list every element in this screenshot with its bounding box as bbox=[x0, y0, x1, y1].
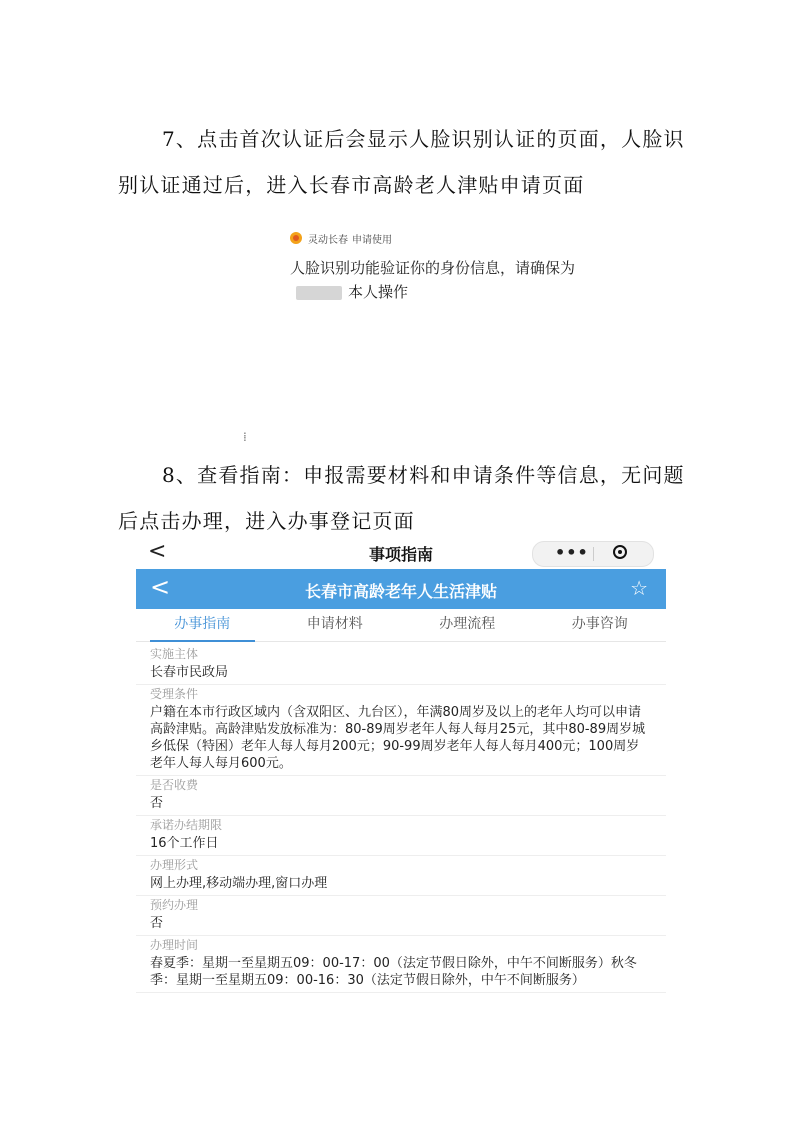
blurred-name bbox=[296, 286, 342, 300]
section-value: 户籍在本市行政区域内（含双阳区、九台区），年满80周岁及以上的老年人均可以申请高龄津贴。高龄津贴发放标准为：80-89周岁老年人每人每月25元，其中80-89周岁城乡低保（特困）老年人每人每月200元；90-99周岁老年人每人每月400元；100周岁老年人每人每月600元。 bbox=[136, 703, 666, 776]
guide-info-list bbox=[136, 645, 666, 993]
section-label: 预约办理 bbox=[150, 898, 199, 912]
tab-process[interactable]: 办理流程 bbox=[439, 616, 496, 632]
step-8-text: 8、查看指南：申报需要材料和申请条件等信息，无问题后点击办理，进入办事登记页面 bbox=[118, 463, 685, 533]
section-label: 办理时间 bbox=[150, 938, 199, 952]
face-verify-title bbox=[290, 256, 580, 304]
capsule-divider bbox=[593, 547, 594, 561]
favorite-star-icon[interactable]: ☆ bbox=[630, 576, 648, 600]
back-icon[interactable]: < bbox=[148, 539, 167, 564]
face-title-before: 人脸识别功能验证你的身份信息，请确保为 bbox=[290, 259, 576, 277]
section-value: 春夏季：星期一至星期五09：00-17：00（法定节假日除外，中午不间断服务）秋冬季：星期一至星期五09：00-16：30（法定节假日除外，中午不间断服务） bbox=[136, 954, 666, 993]
section-label: 办理形式 bbox=[150, 858, 199, 872]
section-value: 16个工作日 bbox=[136, 834, 666, 856]
section-value: 长春市民政局 bbox=[136, 663, 666, 685]
app-request-row bbox=[290, 230, 392, 246]
mini-program-topbar bbox=[136, 537, 666, 569]
tab-materials[interactable]: 申请材料 bbox=[306, 616, 363, 632]
tab-consult[interactable]: 办事咨询 bbox=[571, 616, 628, 632]
topbar-title: 事项指南 bbox=[368, 545, 433, 564]
header-back-icon[interactable]: < bbox=[150, 573, 171, 601]
step-8-paragraph bbox=[118, 452, 688, 544]
section-label: 承诺办结期限 bbox=[150, 818, 223, 832]
section-value: 网上办理,移动端办理,窗口办理 bbox=[136, 874, 666, 896]
app-logo-icon bbox=[290, 232, 302, 244]
guide-screenshot bbox=[136, 537, 666, 1015]
face-recognition-screenshot bbox=[282, 222, 582, 412]
tab-guide[interactable]: 办事指南 bbox=[136, 609, 269, 641]
service-header bbox=[136, 569, 666, 609]
section-value: 否 bbox=[136, 794, 666, 816]
capsule-menu bbox=[532, 541, 654, 567]
drag-handle-icon: ⁞ bbox=[243, 430, 247, 444]
app-action: 申请使用 bbox=[352, 234, 392, 246]
step-7-paragraph bbox=[118, 116, 688, 208]
close-target-icon[interactable] bbox=[613, 545, 627, 559]
section-value: 否 bbox=[136, 914, 666, 936]
section-label: 是否收费 bbox=[150, 778, 199, 792]
guide-tabs bbox=[136, 609, 666, 642]
more-icon[interactable]: ••• bbox=[555, 543, 589, 562]
face-title-after: 本人操作 bbox=[348, 283, 409, 301]
section-label: 实施主体 bbox=[150, 647, 199, 661]
service-title: 长春市高龄老年人生活津贴 bbox=[304, 582, 497, 601]
app-name: 灵动长春 bbox=[308, 234, 348, 246]
section-label: 受理条件 bbox=[150, 687, 199, 701]
step-7-text: 7、点击首次认证后会显示人脸识别认证的页面，人脸识别认证通过后，进入长春市高龄老人津贴申请页面 bbox=[118, 127, 685, 197]
